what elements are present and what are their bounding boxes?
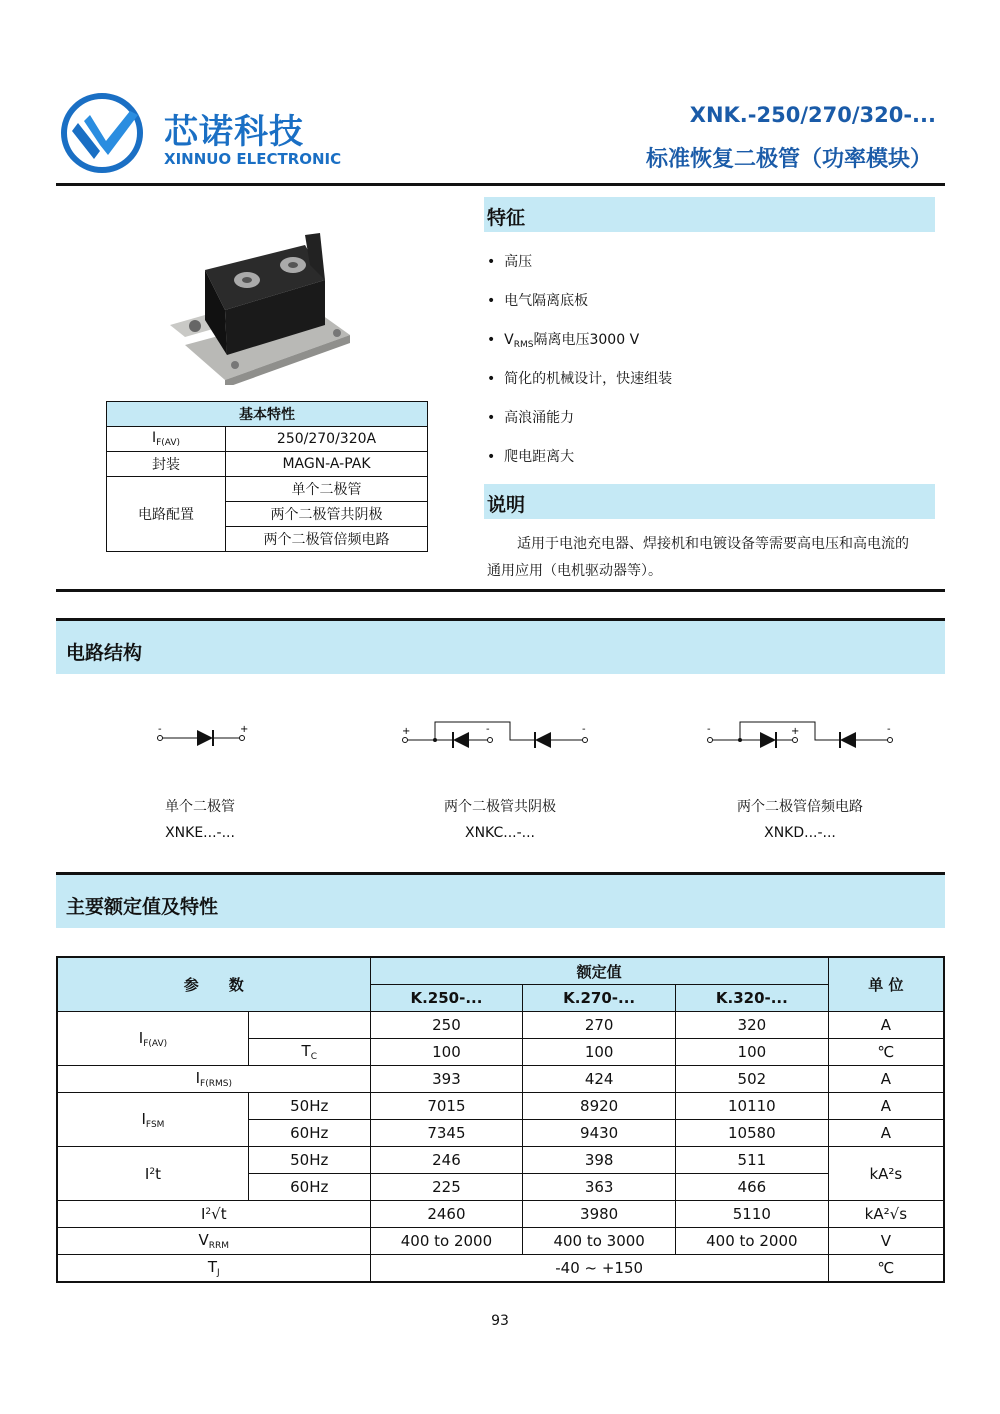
terminal-minus: - (887, 724, 891, 735)
value-cell: 270 (523, 1012, 676, 1039)
unit-header: 单 位 (828, 957, 944, 1012)
unit-cell: A (828, 1066, 944, 1093)
value-cell: 398 (523, 1147, 676, 1174)
table-row (57, 1147, 944, 1174)
value-cell: 363 (523, 1174, 676, 1201)
company-name-en: XINNUO ELECTRONIC (164, 150, 342, 168)
table-row (57, 1093, 944, 1120)
if-av-value: 250/270/320A (226, 427, 428, 452)
param-symbol: $I^2√t$ (57, 1201, 370, 1228)
condition (248, 1012, 370, 1039)
value-cell: 225 (370, 1174, 523, 1201)
company-logo (60, 93, 150, 175)
value-cell: 5110 (676, 1201, 829, 1228)
table-row (57, 1012, 944, 1039)
value-cell: 320 (676, 1012, 829, 1039)
value-cell: 7345 (370, 1120, 523, 1147)
unit-cell: A (828, 1093, 944, 1120)
circuit-name: 两个二极管倍频电路 (737, 799, 863, 815)
circuit-name: 单个二极管 (165, 799, 235, 815)
product-title: 标准恢复二极管（功率模块） (645, 147, 932, 172)
circuit-code: XNKC...-... (464, 825, 535, 841)
table-row (57, 1255, 944, 1283)
table-row (57, 1201, 944, 1228)
unit-cell: V (828, 1228, 944, 1255)
value-cell: 400 to 3000 (523, 1228, 676, 1255)
unit-cell: A (828, 1012, 944, 1039)
description-header-bar (484, 484, 935, 519)
features-header-bar (484, 197, 935, 232)
circuit-code: XNKE...-... (165, 825, 235, 841)
value-cell: 9430 (523, 1120, 676, 1147)
value-cell: 393 (370, 1066, 523, 1093)
terminal-minus: - (486, 724, 490, 735)
description-title: 说明 (487, 494, 526, 516)
circuit-name: 两个二极管共阴极 (444, 799, 556, 815)
model-number: XNK.-250/270/320-... (689, 103, 936, 127)
terminal-minus: - (582, 724, 586, 735)
value-cell: 502 (676, 1066, 829, 1093)
value-cell: 400 to 2000 (676, 1228, 829, 1255)
value-cell: 10580 (676, 1120, 829, 1147)
unit-cell: ℃ (828, 1039, 944, 1066)
table-row (57, 1228, 944, 1255)
value-cell: 3980 (523, 1201, 676, 1228)
feature-item: • 电气隔离底板 (487, 293, 589, 309)
value-cell: 10110 (676, 1093, 829, 1120)
feature-item: • 高压 (487, 254, 533, 270)
feature-item: • 爬电距离大 (487, 449, 575, 465)
circuit-code: XNKD...-... (764, 825, 836, 841)
param-symbol: $I^2t$ (57, 1147, 248, 1201)
value-cell: 100 (523, 1039, 676, 1066)
description-line-1: 适用于电池充电器、焊接机和电镀设备等需要高电压和高电流的 (517, 536, 909, 552)
terminal-minus: - (158, 724, 162, 735)
section-divider (56, 589, 945, 592)
module-product-image (165, 225, 355, 385)
feature-item: • $V_{RMS}$隔离电压3000 V (487, 332, 640, 350)
column-header: K.250-... (370, 985, 523, 1012)
ratings-title: 主要额定值及特性 (66, 896, 219, 918)
param-header: 参 数 (57, 957, 370, 1012)
unit-cell: kA²√s (828, 1201, 944, 1228)
rated-header: 额定值 (370, 957, 828, 985)
param-symbol: $I_{FSM}$ (57, 1093, 248, 1147)
param-symbol: $T_J$ (57, 1255, 370, 1283)
description-line-2: 通用应用（电机驱动器等）。 (487, 563, 662, 579)
column-header: K.320-... (676, 985, 829, 1012)
package-label: 封装 (107, 452, 226, 477)
value-cell: 7015 (370, 1093, 523, 1120)
value-cell: 100 (370, 1039, 523, 1066)
condition: 60Hz (248, 1120, 370, 1147)
single-diode-diagram (150, 720, 260, 750)
circuit-title: 电路结构 (66, 642, 143, 664)
param-symbol: $I_{F(RMS)}$ (57, 1066, 370, 1093)
param-symbol: $V_{RRM}$ (57, 1228, 370, 1255)
value-cell: 400 to 2000 (370, 1228, 523, 1255)
unit-cell: ℃ (828, 1255, 944, 1283)
basic-characteristics-table (106, 401, 428, 552)
column-header: K.270-... (523, 985, 676, 1012)
condition: $T_C$ (248, 1039, 370, 1066)
config-item: 两个二极管共阴极 (226, 502, 428, 527)
common-cathode-diagram (395, 716, 605, 752)
page-number: 93 (491, 1313, 509, 1329)
condition: 50Hz (248, 1093, 370, 1120)
param-symbol: $I_{F(AV)}$ (57, 1012, 248, 1066)
doubler-circuit-diagram (700, 716, 910, 752)
feature-item: • 简化的机械设计，快速组装 (487, 371, 673, 387)
value-cell: 246 (370, 1147, 523, 1174)
feature-item: • 高浪涌能力 (487, 410, 575, 426)
header-divider (56, 183, 945, 186)
unit-cell: kA²s (828, 1147, 944, 1201)
if-av-label: $I_{F(AV)}$ (107, 427, 226, 452)
value-cell: 8920 (523, 1093, 676, 1120)
circuit-header-bar (56, 621, 945, 674)
value-cell: 250 (370, 1012, 523, 1039)
basic-table-title: 基本特性 (107, 402, 428, 427)
terminal-plus: + (791, 726, 800, 737)
value-cell: 466 (676, 1174, 829, 1201)
ratings-table (56, 956, 945, 1283)
value-cell: 511 (676, 1147, 829, 1174)
value-cell: 424 (523, 1066, 676, 1093)
condition: 60Hz (248, 1174, 370, 1201)
condition: 50Hz (248, 1147, 370, 1174)
config-item: 两个二极管倍频电路 (226, 527, 428, 552)
company-name-cn: 芯诺科技 (164, 112, 304, 152)
config-item: 单个二极管 (226, 477, 428, 502)
terminal-plus: + (240, 724, 249, 735)
package-value: MAGN-A-PAK (226, 452, 428, 477)
config-label: 电路配置 (107, 477, 226, 552)
features-title: 特征 (487, 207, 526, 229)
table-row (57, 1066, 944, 1093)
unit-cell: A (828, 1120, 944, 1147)
terminal-minus: - (707, 724, 711, 735)
value-cell: 100 (676, 1039, 829, 1066)
value-cell: 2460 (370, 1201, 523, 1228)
terminal-plus: + (402, 726, 411, 737)
value-cell: -40 ~ +150 (370, 1255, 828, 1283)
